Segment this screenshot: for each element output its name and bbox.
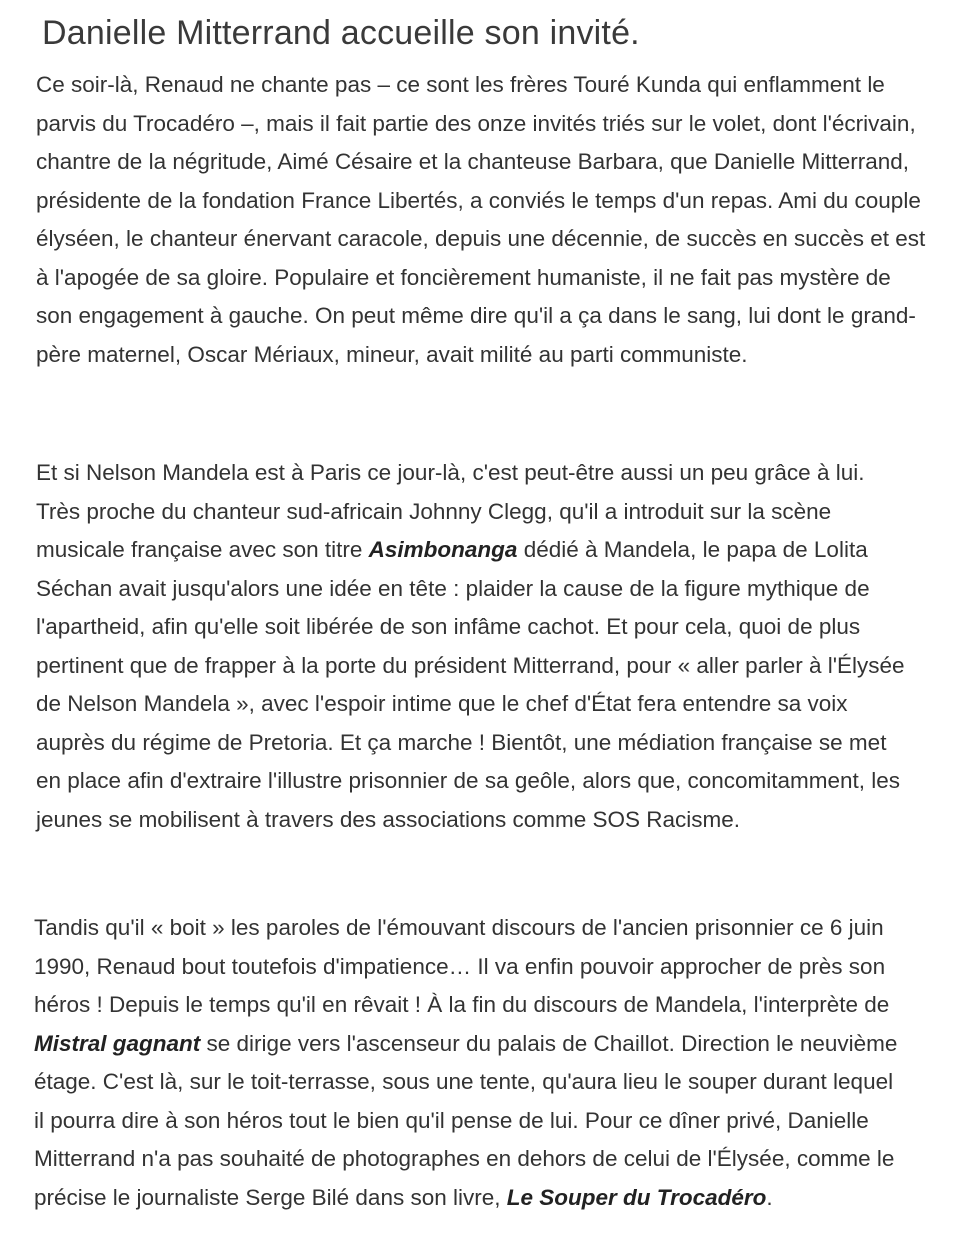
paragraph-3-text-after: .	[766, 1184, 773, 1210]
song-title-mistral-gagnant: Mistral gagnant	[34, 1030, 201, 1056]
paragraph-2	[36, 454, 906, 839]
paragraph-2-text-before: Et si Nelson Mandela est à Paris ce jour-là, c'est peut-être aussi un peu grâce à lui. Très proche du chanteur sud-africain Johnny Clegg, qu'il a introduit sur la scène musicale française avec son titre	[36, 460, 865, 562]
paragraph-3-text-before: Tandis qu'il « boit » les paroles de l'émouvant discours de l'ancien prisonnier ce 6 juin 1990, Renaud bout toutefois d'impatience… Il va enfin pouvoir approcher de près son héros ! Depuis le temps qu'il en rêvait ! À la fin du discours de Mandela, l'interprète de	[34, 915, 890, 1017]
paragraph-1-text: Ce soir-là, Renaud ne chante pas – ce sont les frères Touré Kunda qui enflamment le parvis du Trocadéro –, mais il fait partie des onze invités triés sur le volet, dont l'écrivain, chantre de la négritude, Aimé Césaire et la chanteuse Barbara, que Danielle Mitterrand, présidente de la fondation France Libertés, a conviés le temps d'un repas. Ami du couple élyséen, le chanteur énervant caracole, depuis une décennie, de succès en succès et est à l'apogée de sa gloire. Populaire et foncièrement humaniste, il ne fait pas mystère de son engagement à gauche. On peut même dire qu'il a ça dans le sang, lui dont le grand-père maternel, Oscar Mériaux, mineur, avait milité au parti communiste.	[36, 72, 926, 367]
paragraph-2-text-after: dédié à Mandela, le papa de Lolita Séchan avait jusqu'alors une idée en tête : plaider la cause de la figure mythique de l'apartheid, afin qu'elle soit libérée de son infâme cachot. Et pour cela, quoi de plus pertinent que de frapper à la porte du président Mitterrand, pour « aller parler à l'Élysée de Nelson Mandela », avec l'espoir intime que le chef d'État fera entendre sa voix auprès du régime de Pretoria. Et ça marche ! Bientôt, une médiation française se met en place afin d'extraire l'illustre prisonnier de sa geôle, alors que, concomitamment, les jeunes se mobilisent à travers des associations comme SOS Racisme.	[36, 537, 905, 832]
song-title-asimbonanga: Asimbonanga	[368, 537, 518, 562]
paragraph-3	[34, 909, 904, 1217]
paragraph-3-text-middle: se dirige vers l'ascenseur du palais de Chaillot. Direction le neuvième étage. C'est là, sur le toit-terrasse, sous une tente, qu'aura lieu le souper durant lequel il pourra dire à son héros tout le bien qu'il pense de lui. Pour ce dîner privé, Danielle Mitterrand n'a pas souhaité de photographes en dehors de celui de l'Élysée, comme le précise le journaliste Serge Bilé dans son livre,	[34, 1030, 898, 1210]
book-title-souper-trocadero: Le Souper du Trocadéro	[506, 1184, 767, 1210]
article-heading: Danielle Mitterrand accueille son invité.	[42, 14, 640, 52]
paragraph-1	[36, 66, 926, 374]
